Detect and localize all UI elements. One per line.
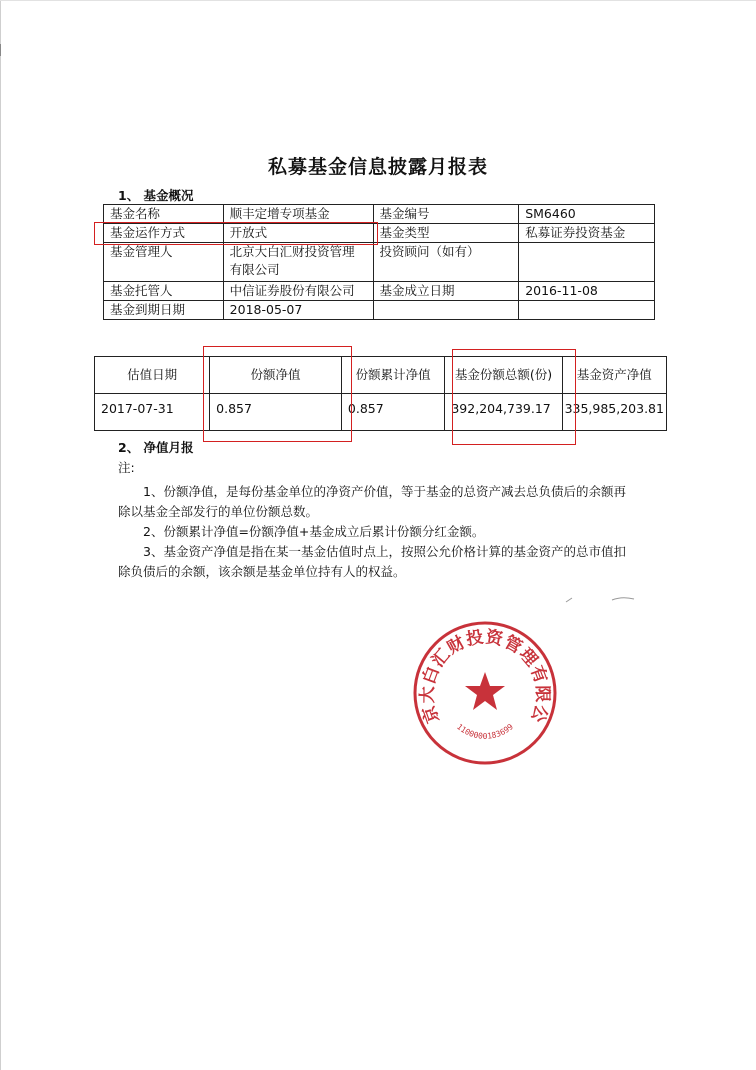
svg-text:北京大白汇财投资管理有限公司 [410, 618, 552, 726]
table-row [95, 394, 667, 431]
table-cell [373, 301, 519, 320]
document-title: 私募基金信息披露月报表 [267, 156, 488, 178]
highlight-box-total-shares [452, 349, 576, 445]
table-row [104, 243, 655, 282]
table-row [104, 301, 655, 320]
table-row [104, 282, 655, 301]
column-header: 基金份额总额(份) [445, 357, 562, 394]
scan-edge-top [0, 0, 756, 1]
seal-graphic [410, 618, 560, 768]
table-cell: SM6460 [519, 205, 655, 224]
table-cell [519, 243, 655, 282]
table-cell: 基金类型 [373, 224, 519, 243]
table-cell: 2016-11-08 [519, 282, 655, 301]
table-cell: 基金名称 [104, 205, 224, 224]
table-cell: 基金托管人 [104, 282, 224, 301]
table-cell: 2017-07-31 [95, 394, 210, 431]
column-header: 份额净值 [210, 357, 342, 394]
scan-scratch [560, 590, 640, 610]
table-cell: 基金到期日期 [104, 301, 224, 320]
company-seal [410, 618, 560, 768]
highlight-box-share-nav [203, 346, 352, 442]
table-row [104, 205, 655, 224]
note-item: 3、基金资产净值是指在某一基金估值时点上，按照公允价格计算的基金资产的总市值扣除负债后的余额，该余额是基金单位持有人的权益。 [118, 544, 626, 579]
column-header: 估值日期 [95, 357, 210, 394]
notes [118, 458, 638, 582]
table-cell: 基金管理人 [104, 243, 224, 282]
seal-ring-text: 京大白汇财投资管理有限公 [417, 627, 553, 726]
svg-text:1100000183699 [455, 722, 515, 741]
note-label: 注: [118, 460, 135, 475]
table-cell: 基金运作方式 [104, 224, 224, 243]
table-cell: 顺丰定增专项基金 [223, 205, 373, 224]
table-cell: 基金成立日期 [373, 282, 519, 301]
nav-table [94, 356, 667, 431]
binding-mark [0, 44, 8, 56]
table-cell: 0.857 [210, 394, 342, 431]
star-icon [465, 672, 505, 710]
table-cell: 0.857 [341, 394, 444, 431]
table-header-row [95, 357, 667, 394]
table-cell: 392,204,739.17 [445, 394, 562, 431]
table-cell: 投资顾问（如有） [373, 243, 519, 282]
column-header: 基金资产净值 [562, 357, 666, 394]
table-cell: 中信证券股份有限公司 [223, 282, 373, 301]
seal-number: 1100000183699 [455, 722, 515, 741]
note-item: 2、份额累计净值=份额净值+基金成立后累计份额分红金额。 [143, 524, 485, 539]
section-heading-overview: 1、 基金概况 [118, 188, 194, 203]
table-cell: 335,985,203.81 [562, 394, 666, 431]
note-item: 1、份额净值，是每份基金单位的净资产价值，等于基金的总资产减去总负债后的余额再除以基金全部发行的单位份额总数。 [118, 484, 626, 519]
highlight-box-operation-mode [94, 222, 378, 245]
table-cell: 2018-05-07 [223, 301, 373, 320]
table-cell [519, 301, 655, 320]
column-header: 份额累计净值 [341, 357, 444, 394]
table-cell: 北京大白汇财投资管理有限公司 [223, 243, 373, 282]
table-cell: 私募证券投资基金 [519, 224, 655, 243]
section-heading-nav: 2、 净值月报 [118, 440, 194, 455]
table-cell: 基金编号 [373, 205, 519, 224]
table-cell: 开放式 [223, 224, 373, 243]
